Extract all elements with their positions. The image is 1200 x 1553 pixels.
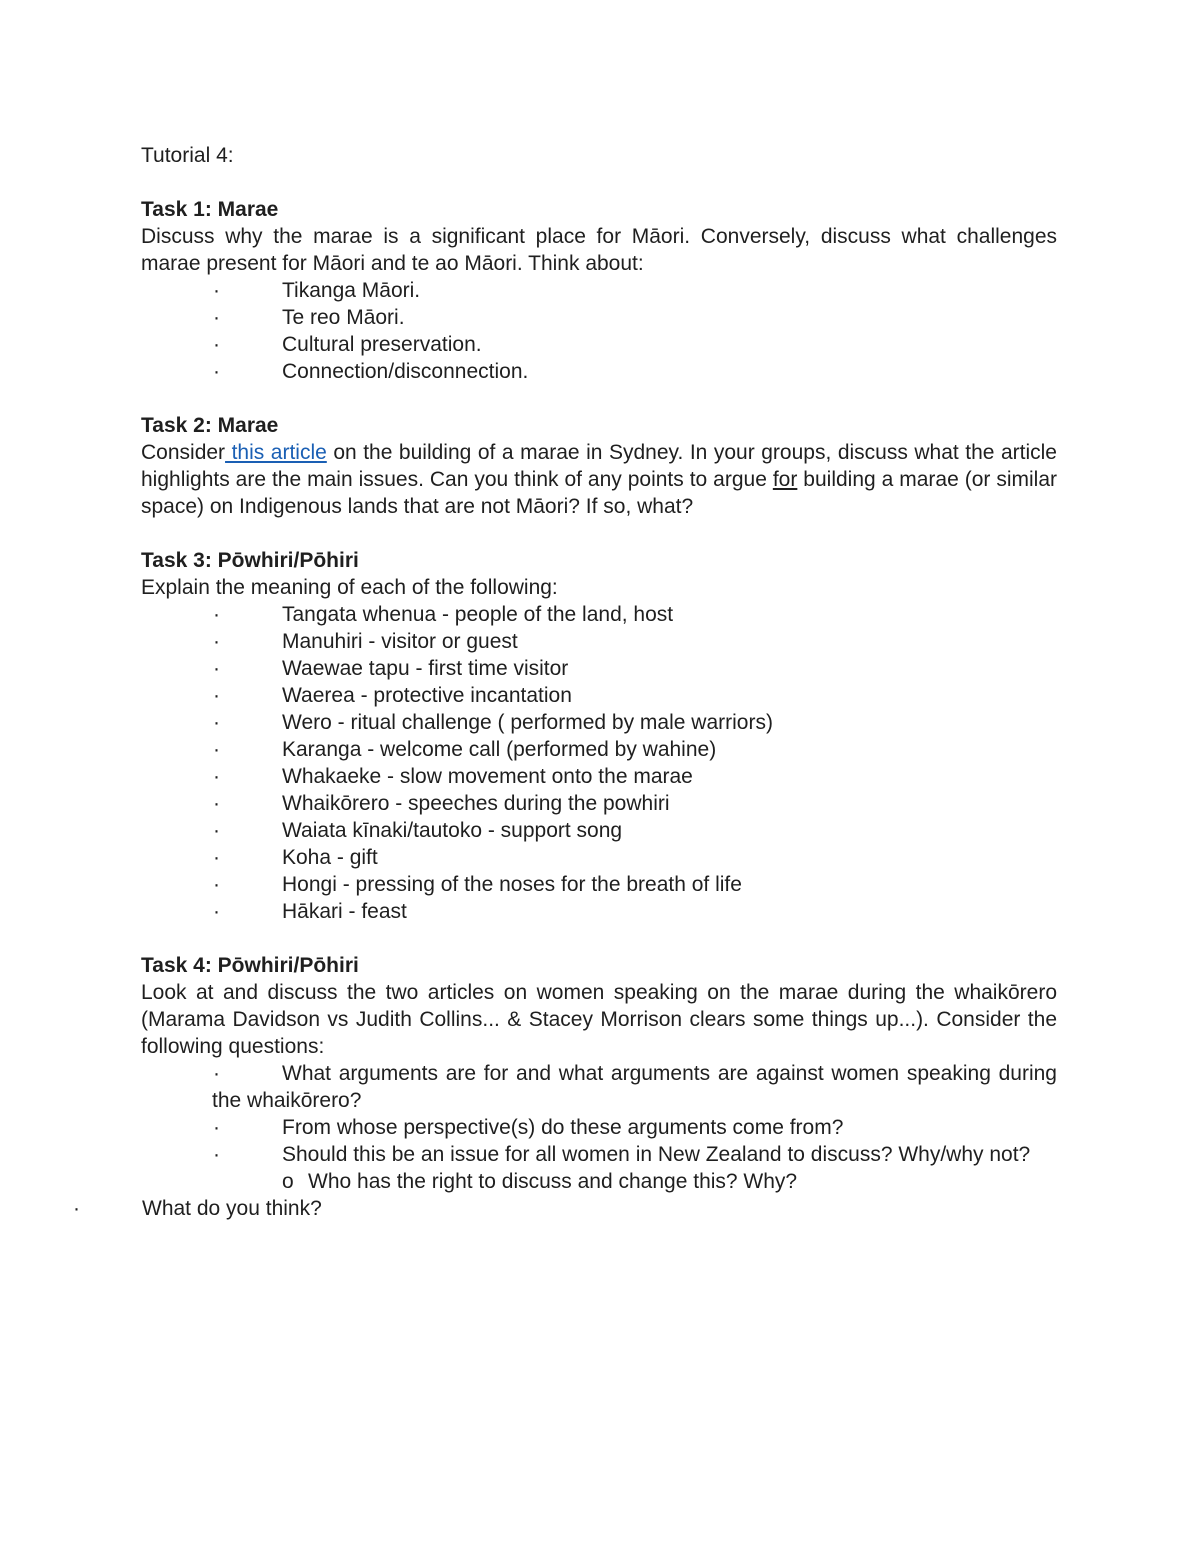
spacer xyxy=(141,520,1057,547)
bullet-icon: · xyxy=(213,819,220,842)
task-3-heading: Task 3: Pōwhiri/Pōhiri xyxy=(141,549,359,572)
task-3-list xyxy=(141,601,1057,925)
list-item: · Manuhiri - visitor or guest xyxy=(213,630,518,653)
bullet-icon: · xyxy=(73,1197,80,1220)
task-1-section xyxy=(141,196,1057,385)
bullet-icon: · xyxy=(213,333,220,356)
question-item: · From whose perspective(s) do these arguments come from? xyxy=(213,1116,844,1139)
task-1-body: Discuss why the marae is a significant place for Māori. Conversely, discuss what challenges marae present for Māori and te ao Māori. Think about: xyxy=(141,225,1057,275)
list-item: · Whakaeke - slow movement onto the marae xyxy=(213,765,693,788)
task-4-body: Look at and discuss the two articles on women speaking on the marae during the whaikōrero (Marama Davidson vs Judith Collins... & Stacey Morrison clears some things up...). Consider the following questions: xyxy=(141,981,1057,1058)
underlined-word: for xyxy=(772,468,798,491)
bullet-icon: · xyxy=(213,765,220,788)
circle-bullet-icon: o xyxy=(282,1170,294,1193)
task-4-questions xyxy=(73,1060,1057,1222)
list-item: · Hongi - pressing of the noses for the breath of life xyxy=(213,873,742,896)
bullet-icon: · xyxy=(213,900,220,923)
list-item: · Wero - ritual challenge ( performed by male warriors) xyxy=(213,711,773,734)
spacer xyxy=(141,169,1057,196)
task-1-heading: Task 1: Marae xyxy=(141,198,279,221)
bullet-icon: · xyxy=(213,657,220,680)
list-item: · Te reo Māori. xyxy=(213,306,405,329)
task-1-list xyxy=(141,277,1057,385)
document-body xyxy=(73,142,1057,1222)
task-3-body: Explain the meaning of each of the following: xyxy=(141,576,558,599)
list-item: · Waiata kīnaki/tautoko - support song xyxy=(213,819,623,842)
task-3-section xyxy=(141,547,1057,925)
document-title: Tutorial 4: xyxy=(141,144,234,167)
bullet-icon: · xyxy=(213,630,220,653)
bullet-icon: · xyxy=(213,846,220,869)
list-item: · Cultural preservation. xyxy=(213,333,482,356)
bullet-icon: · xyxy=(213,792,220,815)
bullet-icon: · xyxy=(213,711,220,734)
question-item: · Should this be an issue for all women in New Zealand to discuss? Why/why not? xyxy=(213,1143,1031,1166)
list-item: · Tangata whenua - people of the land, host xyxy=(213,603,674,626)
task-4-heading: Task 4: Pōwhiri/Pōhiri xyxy=(141,954,359,977)
sub-question-item: o Who has the right to discuss and change this? Why? xyxy=(282,1170,798,1193)
list-item: · Waerea - protective incantation xyxy=(213,684,572,707)
bullet-icon: · xyxy=(213,603,220,626)
list-item: · Waewae tapu - first time visitor xyxy=(213,657,569,680)
bullet-icon: · xyxy=(213,1116,220,1139)
spacer xyxy=(141,385,1057,412)
task-2-body: Consider this article on the building of a marae in Sydney. In your groups, discuss what the article highlights are the main issues. Can you think of any points to argue for building a marae (or similar space) on Indigenous lands that are not Māori? If so, what? xyxy=(141,441,1057,518)
task-4-section xyxy=(73,952,1057,1222)
question-item: · What do you think? xyxy=(73,1197,322,1220)
task-2-heading: Task 2: Marae xyxy=(141,414,279,437)
list-item: · Hākari - feast xyxy=(213,900,407,923)
bullet-icon: · xyxy=(213,279,220,302)
bullet-icon: · xyxy=(213,873,220,896)
list-item: · Koha - gift xyxy=(213,846,378,869)
bullet-icon: · xyxy=(213,360,220,383)
question-item: · What arguments are for and what arguments are against women speaking during the whaikōrero? xyxy=(212,1062,1057,1112)
task-2-section xyxy=(141,412,1057,520)
article-link[interactable]: this article xyxy=(225,441,327,464)
list-item: · Whaikōrero - speeches during the powhiri xyxy=(213,792,670,815)
bullet-icon: · xyxy=(213,306,220,329)
spacer xyxy=(141,925,1057,952)
list-item: · Tikanga Māori. xyxy=(213,279,421,302)
bullet-icon: · xyxy=(213,684,220,707)
list-item: · Connection/disconnection. xyxy=(213,360,529,383)
list-item: · Karanga - welcome call (performed by wahine) xyxy=(213,738,717,761)
bullet-icon: · xyxy=(213,1062,220,1085)
bullet-icon: · xyxy=(213,738,220,761)
bullet-icon: · xyxy=(213,1143,220,1166)
